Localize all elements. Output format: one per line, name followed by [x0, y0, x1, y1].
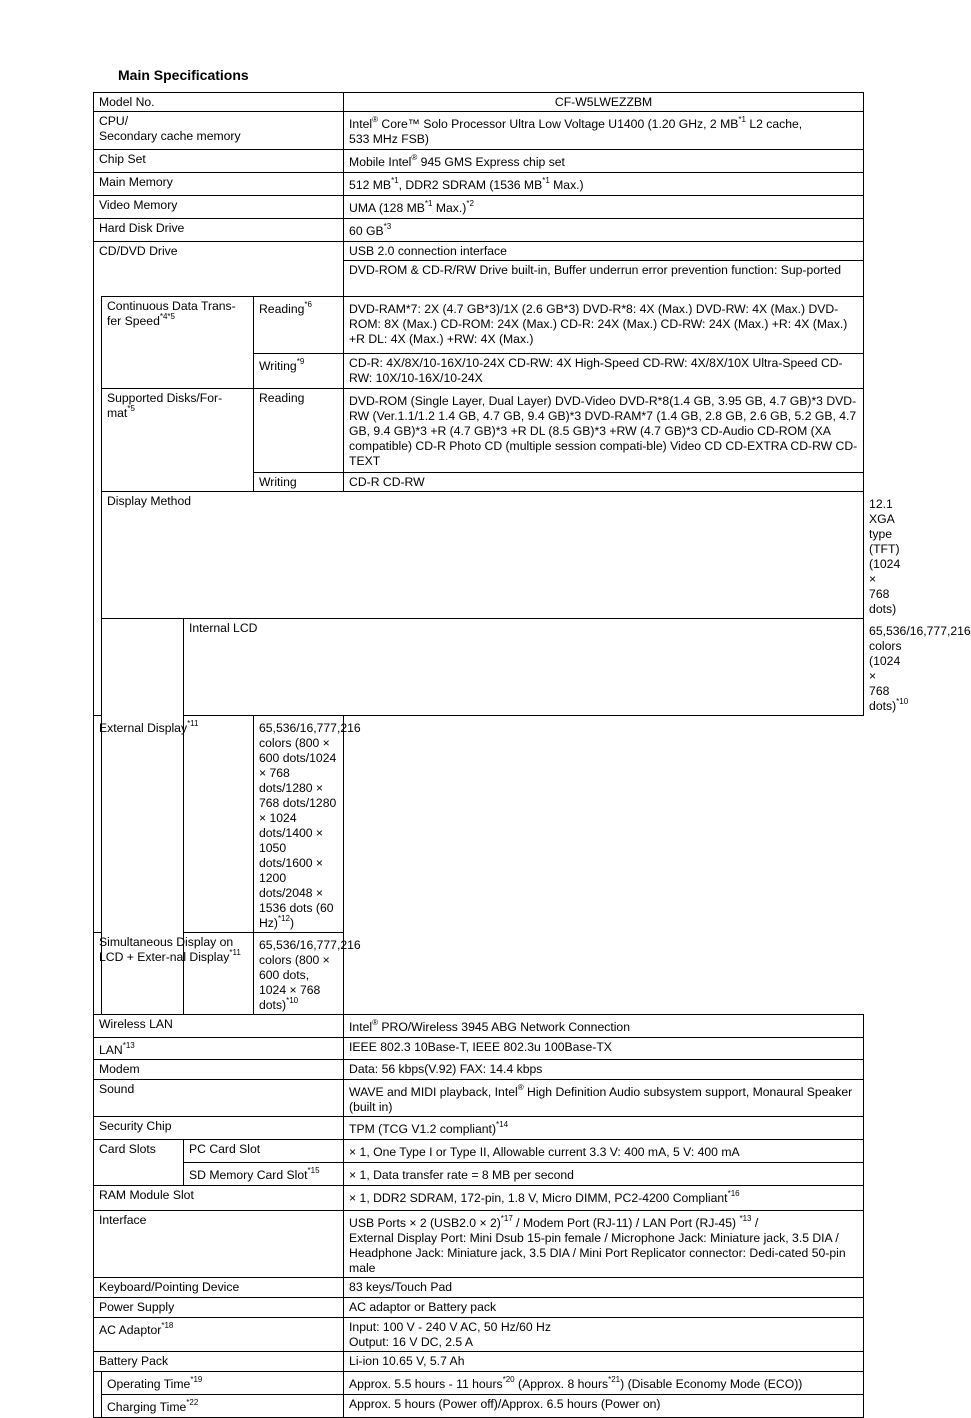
row-label: Main Memory — [94, 173, 344, 196]
table-row — [94, 1186, 864, 1211]
row-value: 512 MB$^{*1}$, DDR2 SDRAM (1536 MB$^{*1}$ Max.) — [344, 173, 864, 196]
row-label: Internal LCD — [184, 619, 864, 716]
row-label: Operating Time$^{*19}$ — [102, 1372, 344, 1395]
row-value: Approx. 5.5 hours - 11 hours$^{*20}$ (Approx. 8 hours$^{*21}$) (Disable Economy Mode (ECO)) — [344, 1372, 864, 1395]
row-value: DVD-ROM (Single Layer, Dual Layer) DVD-Video DVD-R*8(1.4 GB, 3.95 GB, 4.7 GB)*3 DVD-RW (Ver.1.1/1.2 1.4 GB, 4.7 GB, 9.4 GB)*3 DVD-RAM*7 (1.4 GB, 2.8 GB, 2.6 GB, 5.2 GB, 4.7 GB, 9.4 GB)*3 +R (4.7 GB)*3 +R DL (8.5 GB)*3 +RW (4.7 GB)*3 CD-Audio CD-ROM (XA compatible) CD-R Photo CD (multiple session compati-ble) Video CD CD-EXTRA CD-RW CD-TEXT — [344, 389, 864, 473]
row-label: Continuous Data Trans-fer Speed$^{*4*5}$ — [102, 297, 254, 389]
table-row — [94, 219, 864, 242]
row-value: UMA (128 MB$^{*1}$ Max.)$^{*2}$ — [344, 196, 864, 219]
table-row — [94, 1278, 864, 1298]
spec-table — [93, 92, 971, 1418]
row-label: Model No. — [94, 93, 344, 112]
row-label: Card Slots — [94, 1140, 184, 1186]
row-value: × 1, DDR2 SDRAM, 172-pin, 1.8 V, Micro DIMM, PC2-4200 Compliant$^{*16}$ — [344, 1186, 864, 1211]
table-row — [94, 1080, 864, 1117]
table-row — [94, 242, 864, 261]
row-label: PC Card Slot — [184, 1140, 344, 1163]
row-label: CD/DVD Drive — [94, 242, 344, 297]
row-value: TPM (TCG V1.2 compliant)$^{*14}$ — [344, 1117, 864, 1140]
row-label: Battery Pack — [94, 1352, 344, 1372]
table-row — [94, 297, 864, 354]
row-label: Sound — [94, 1080, 344, 1117]
row-value: USB 2.0 connection interface — [344, 242, 864, 261]
row-value: WAVE and MIDI playback, Intel® High Definition Audio subsystem support, Monaural Speaker (built in) — [344, 1080, 864, 1117]
table-row — [94, 1211, 864, 1278]
row-value: Intel® Core™ Solo Processor Ultra Low Voltage U1400 (1.20 GHz, 2 MB$^{*1}$ L2 cache, 533 MHz FSB) — [344, 112, 864, 150]
table-row — [94, 173, 864, 196]
table-row — [94, 1015, 864, 1038]
table-row: Display Method 12.1 XGA type (TFT) (1024 × 768 dots) — [94, 492, 864, 619]
indent-cell — [94, 1372, 102, 1418]
table-row — [94, 1060, 864, 1080]
table-row — [94, 1352, 864, 1372]
row-value: Li-ion 10.65 V, 5.7 Ah — [344, 1352, 864, 1372]
row-label: RAM Module Slot — [94, 1186, 344, 1211]
row-value: 65,536/16,777,216 colors (800 × 600 dots/1024 × 768 dots/1280 × 768 dots/1280 × 1024 dots/1400 × 1050 dots/1600 × 1200 dots/2048 × 1536 dots (60 Hz)$^{*12}$) — [254, 716, 344, 933]
table-row: Internal LCD 65,536/16,777,216 colors (1024 × 768 dots)$^{*10}$ — [94, 619, 864, 716]
table-row — [94, 93, 864, 112]
row-label: Reading — [254, 389, 344, 473]
table-row — [94, 1038, 864, 1060]
table-row — [94, 389, 864, 473]
row-label: Interface — [94, 1211, 344, 1278]
row-label: Writing — [254, 473, 344, 492]
row-label: Chip Set — [94, 150, 344, 173]
row-value: × 1, One Type I or Type II, Allowable current 3.3 V: 400 mA, 5 V: 400 mA — [344, 1140, 864, 1163]
row-value: IEEE 802.3 10Base-T, IEEE 802.3u 100Base-TX — [344, 1038, 864, 1060]
row-label: Simultaneous Display on LCD + Exter-nal Display$^{*11}$ — [94, 933, 254, 1015]
row-label: Wireless LAN — [94, 1015, 344, 1038]
row-value: USB Ports × 2 $(USB2.0 \times 2)^{*17}$ / Modem Port (RJ-11) / LAN Port (RJ-45) $^{*13}$ / External Display Port: Mini Dsub 15-pin female / Microphone Jack: Miniature jack, 3.5 DIA / Headphone Jack: Miniature jack, 3.5 DIA / Mini Port Replicator connector: Dedi-cated 50-pin male — [344, 1211, 864, 1278]
row-label: LAN$^{*13}$ — [94, 1038, 344, 1060]
row-value: DVD-RAM*7: 2X (4.7 GB*3)/1X (2.6 GB*3) DVD-R*8: 4X (Max.) DVD-RW: 4X (Max.) DVD-ROM: 8X (Max.) CD-ROM: 24X (Max.) CD-R: 24X (Max.) CD-RW: 24X (Max.) +R: 4X (Max.) +R DL: 4X (Max.) +RW: 4X (Max.) — [344, 297, 864, 354]
row-value: DVD-ROM & CD-R/RW Drive built-in, Buffer underrun error prevention function: Sup-ported — [344, 261, 864, 297]
row-label: External Display$^{*11}$ — [94, 716, 254, 933]
row-label: Supported Disks/For-mat$^{*5}$ — [102, 389, 254, 492]
indent-cell — [94, 297, 102, 716]
row-label: Hard Disk Drive — [94, 219, 344, 242]
row-label: Display Method — [102, 492, 864, 619]
row-value: CD-R CD-RW — [344, 473, 864, 492]
table-row — [94, 150, 864, 173]
row-value: Input: 100 V - 240 V AC, 50 Hz/60 Hz Output: 16 V DC, 2.5 A — [344, 1318, 864, 1352]
row-label: AC Adaptor$^{*18}$ — [94, 1318, 344, 1352]
row-value: 60 GB$^{*3}$ — [344, 219, 864, 242]
table-row — [94, 1318, 864, 1352]
row-value: Approx. 5 hours (Power off)/Approx. 6.5 hours (Power on) — [344, 1395, 864, 1418]
row-value: × 1, Data transfer rate = 8 MB per second — [344, 1163, 864, 1186]
table-row — [94, 1163, 864, 1186]
row-label: Power Supply — [94, 1298, 344, 1318]
row-label: Charging Time$^{*22}$ — [102, 1395, 344, 1418]
row-label: CPU/ Secondary cache memory — [94, 112, 344, 150]
page-title: Main Specifications — [118, 67, 249, 83]
row-value: CD-R: 4X/8X/10-16X/10-24X CD-RW: 4X High-Speed CD-RW: 4X/8X/10X Ultra-Speed CD-RW: 10X/10-16X/10-24X — [344, 354, 864, 389]
row-label: Reading$^{*6}$ — [254, 297, 344, 354]
row-label: Writing$^{*9}$ — [254, 354, 344, 389]
row-label: Security Chip — [94, 1117, 344, 1140]
table-row — [94, 1395, 864, 1418]
table-row — [94, 112, 864, 150]
table-row — [94, 1117, 864, 1140]
row-label: Modem — [94, 1060, 344, 1080]
row-label: Video Memory — [94, 196, 344, 219]
row-label: SD Memory Card Slot$^{*15}$ — [184, 1163, 344, 1186]
table-row — [94, 716, 864, 933]
row-value: AC adaptor or Battery pack — [344, 1298, 864, 1318]
model-number: CF-W5LWEZZBM — [344, 93, 864, 112]
table-row — [94, 933, 864, 1015]
table-row — [94, 1372, 864, 1395]
table-row — [94, 1298, 864, 1318]
row-value: 65,536/16,777,216 colors (800 × 600 dots, 1024 × 768 dots)$^{*10}$ — [254, 933, 344, 1015]
table-row — [94, 196, 864, 219]
table-row — [94, 1140, 864, 1163]
row-value: Intel® PRO/Wireless 3945 ABG Network Connection — [344, 1015, 864, 1038]
row-value: Mobile Intel® 945 GMS Express chip set — [344, 150, 864, 173]
row-value: 83 keys/Touch Pad — [344, 1278, 864, 1298]
row-value: Data: 56 kbps(V.92) FAX: 14.4 kbps — [344, 1060, 864, 1080]
row-label: Keyboard/Pointing Device — [94, 1278, 344, 1298]
